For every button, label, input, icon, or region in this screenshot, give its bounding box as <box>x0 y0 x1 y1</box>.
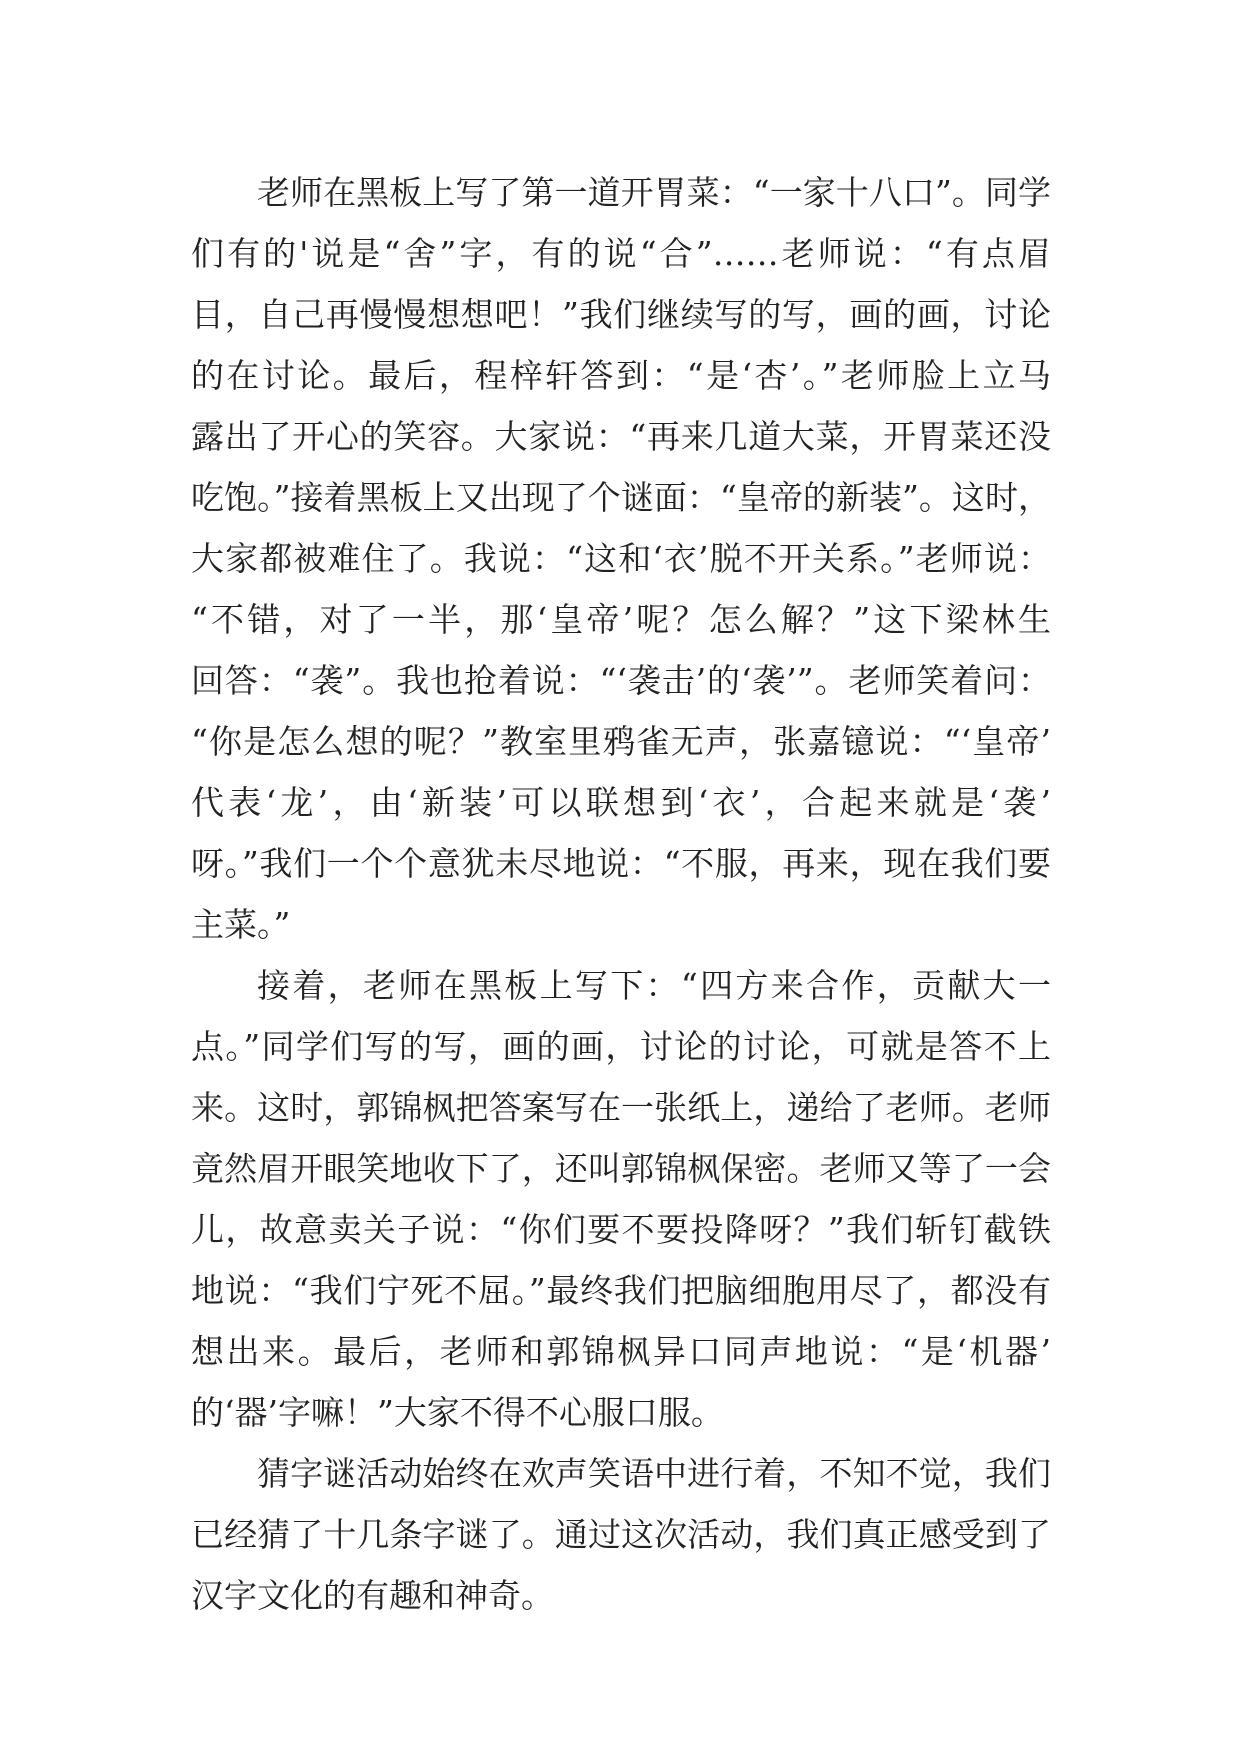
text-line: 的‘器’字嘛！”大家不得不心服口服。 <box>191 1393 724 1432</box>
paragraph-3 <box>191 1443 1051 1626</box>
paragraph-2 <box>191 955 1051 1443</box>
text-line: 地说：“我们宁死不屈。”最终我们把脑细胞用尽了，都没有 <box>191 1271 1051 1310</box>
text-line: 来。这时，郭锦枫把答案写在一张纸上，递给了老师。老师 <box>191 1088 1051 1127</box>
text-line: 汉字文化的有趣和神奇。 <box>191 1576 554 1615</box>
text-line: 露出了开心的笑容。大家说：“再来几道大菜，开胃菜还没 <box>191 417 1051 456</box>
text-line: 猜字谜活动始终在欢声笑语中进行着，不知不觉，我们 <box>257 1454 1051 1493</box>
document-body <box>191 162 1051 1626</box>
text-line: 回答：“袭”。我也抢着说：“‘袭击’的‘袭’”。老师笑着问： <box>191 661 1051 700</box>
text-line: 儿，故意卖关子说：“你们要不要投降呀？”我们斩钉截铁 <box>191 1210 1051 1249</box>
text-line: 已经猜了十几条字谜了。通过这次活动，我们真正感受到了 <box>191 1515 1051 1554</box>
text-line: “不错，对了一半，那‘皇帝’呢？怎么解？”这下梁林生 <box>191 600 1051 639</box>
text-line: 们有的'说是“舍”字，有的说“合”……老师说：“有点眉 <box>191 234 1051 273</box>
text-line: 想出来。最后，老师和郭锦枫异口同声地说：“是‘机器’ <box>191 1332 1051 1371</box>
text-line: “你是怎么想的呢？”教室里鸦雀无声，张嘉镱说：“‘皇帝’ <box>191 722 1051 761</box>
text-line: 目，自己再慢慢想想吧！”我们继续写的写，画的画，讨论 <box>191 295 1051 334</box>
paragraph-1 <box>191 162 1051 955</box>
text-line: 的在讨论。最后，程梓轩答到：“是‘杏’。”老师脸上立马 <box>191 356 1051 395</box>
text-line: 代表‘龙’，由‘新装’可以联想到‘衣’，合起来就是‘袭’ <box>191 783 1051 822</box>
text-line: 吃饱。”接着黑板上又出现了个谜面：“皇帝的新装”。这时， <box>191 478 1051 517</box>
text-line: 主菜。” <box>191 905 291 944</box>
text-line: 呀。”我们一个个意犹未尽地说：“不服，再来，现在我们要 <box>191 844 1051 883</box>
text-line: 接着，老师在黑板上写下：“四方来合作，贡献大一 <box>257 966 1051 1005</box>
text-line: 点。”同学们写的写，画的画，讨论的讨论，可就是答不上 <box>191 1027 1051 1066</box>
text-line: 老师在黑板上写了第一道开胃菜：“一家十八口”。同学 <box>257 173 1051 212</box>
text-line: 竟然眉开眼笑地收下了，还叫郭锦枫保密。老师又等了一会 <box>191 1149 1051 1188</box>
text-line: 大家都被难住了。我说：“这和‘衣’脱不开关系。”老师说： <box>191 539 1051 578</box>
